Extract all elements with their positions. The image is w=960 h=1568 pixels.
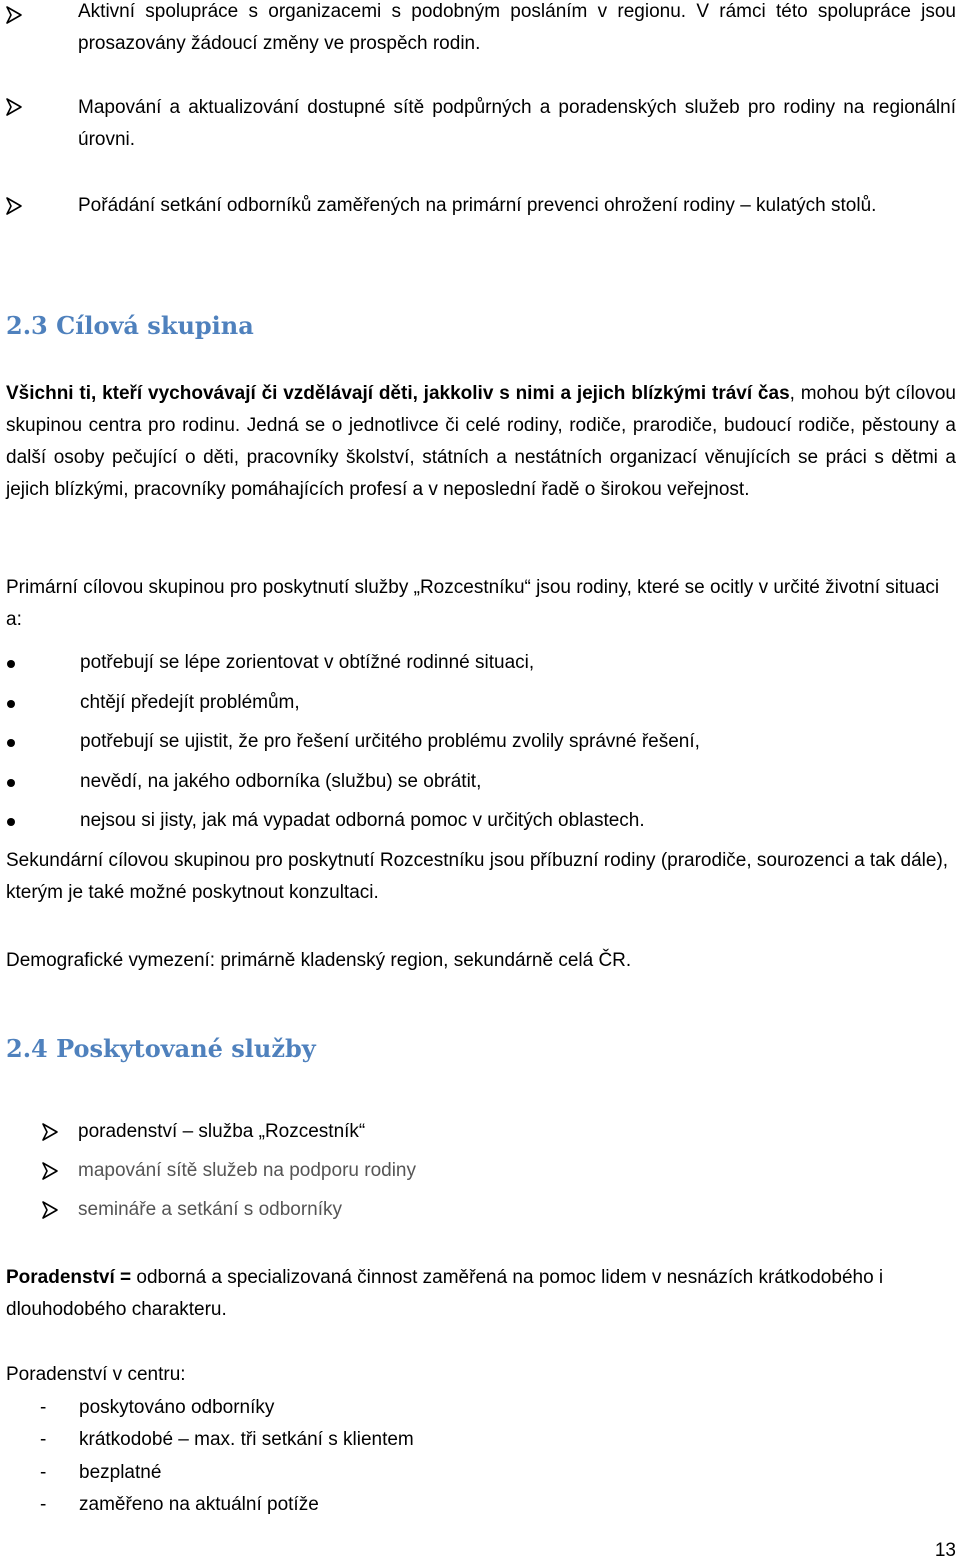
dash-marker: - [40,1462,47,1483]
arrow-bullet-icon [40,1122,60,1142]
section-heading: 2.3 Cílová skupina [6,311,254,340]
primary-paragraph [6,572,956,636]
list-item-text: poradenství – služba „Rozcestník“ [78,1121,366,1142]
list-item-text: krátkodobé – max. tři setkání s klientem [79,1429,414,1450]
definition-text: odborná a specializovaná činnost zaměřená na pomoc lidem v nesnázích krátkodobého i dlouhodobého charakteru. [6,1267,884,1320]
list-item [0,687,960,719]
center-label [6,1359,956,1391]
list-item [0,726,960,758]
list-item-text: zaměřeno na aktuální potíže [79,1494,319,1515]
bullet-icon [7,700,15,708]
secondary-paragraph [6,845,956,909]
list-item-text: Aktivní spolupráce s organizacemi s podobným posláním v regionu. V rámci této spolupráce jsou prosazovány žádoucí změny ve prospěch rodin. [78,1,956,54]
bullet-icon [7,818,15,826]
list-item [0,1392,960,1424]
section-heading: 2.4 Poskytované služby [6,1034,316,1063]
arrow-bullet-icon [4,97,24,117]
intro-paragraph [6,378,956,506]
list-item-text: mapování sítě služeb na podporu rodiny [78,1160,416,1181]
intro-text: , mohou být cílovou skupinou centra pro rodinu. Jedná se o jednotlivce či celé rodiny, rodiče, prarodiče, budoucí rodiče, pěstouny a další osoby pečující o děti, pracovníky školství, státních a nestátních organizací věnujících se práci s dětmi a jejich blízkými, pracovníky pomáhajících profesí a v neposlední řadě o širokou veřejnost. [6,383,956,500]
dash-marker: - [40,1397,47,1418]
list-item-text: bezplatné [79,1462,162,1483]
list-item [78,190,956,222]
definition-paragraph [6,1262,956,1326]
arrow-bullet-icon [4,196,24,216]
list-item [78,0,956,60]
intro-bold-text: Všichni ti, kteří vychovávají či vzdělávají děti, jakkoliv s nimi a jejich blízkými tráví čas [6,383,790,404]
arrow-bullet-icon [40,1200,60,1220]
list-item-text: potřebují se lépe zorientovat v obtížné rodinné situaci, [80,652,535,673]
dash-marker: - [40,1429,47,1450]
list-item-text: Pořádání setkání odborníků zaměřených na primární prevenci ohrožení rodiny – kulatých stolů. [78,195,877,216]
demographic-paragraph [6,945,956,977]
list-item [78,92,956,156]
list-item [0,805,960,837]
center-label-text: Poradenství v centru: [6,1364,186,1385]
secondary-text: Sekundární cílovou skupinou pro poskytnutí Rozcestníku jsou příbuzní rodiny (prarodiče, sourozenci a tak dále), kterým je také možné poskytnout konzultaci. [6,850,949,903]
bullet-icon [7,739,15,747]
primary-text: Primární cílovou skupinou pro poskytnutí služby „Rozcestníku“ jsou rodiny, které se ocitly v určité životní situaci a: [6,577,940,630]
list-item [0,766,960,798]
list-item [0,1489,960,1521]
arrow-bullet-icon [4,5,24,25]
list-item-text: nejsou si jisty, jak má vypadat odborná pomoc v určitých oblastech. [80,810,645,831]
bullet-icon [7,660,15,668]
list-item-text: nevědí, na jakého odborníka (službu) se obrátit, [80,771,482,792]
definition-bold-text: Poradenství = [6,1267,132,1288]
list-item-text: potřebují se ujistit, že pro řešení určitého problému zvolily správné řešení, [80,731,700,752]
demographic-text: Demografické vymezení: primárně kladenský region, sekundárně celá ČR. [6,950,632,971]
list-item [0,1457,960,1489]
list-item-text: poskytováno odborníky [79,1397,275,1418]
list-item [0,647,960,679]
list-item-text: chtějí předejít problémům, [80,692,300,713]
list-item-text: Mapování a aktualizování dostupné sítě podpůrných a poradenských služeb pro rodiny na regionální úrovni. [78,97,956,150]
list-item-text: semináře a setkání s odborníky [78,1199,343,1220]
bullet-icon [7,779,15,787]
dash-marker: - [40,1494,47,1515]
list-item [0,1424,960,1456]
page-number: 13 [934,1540,956,1561]
arrow-bullet-icon [40,1161,60,1181]
